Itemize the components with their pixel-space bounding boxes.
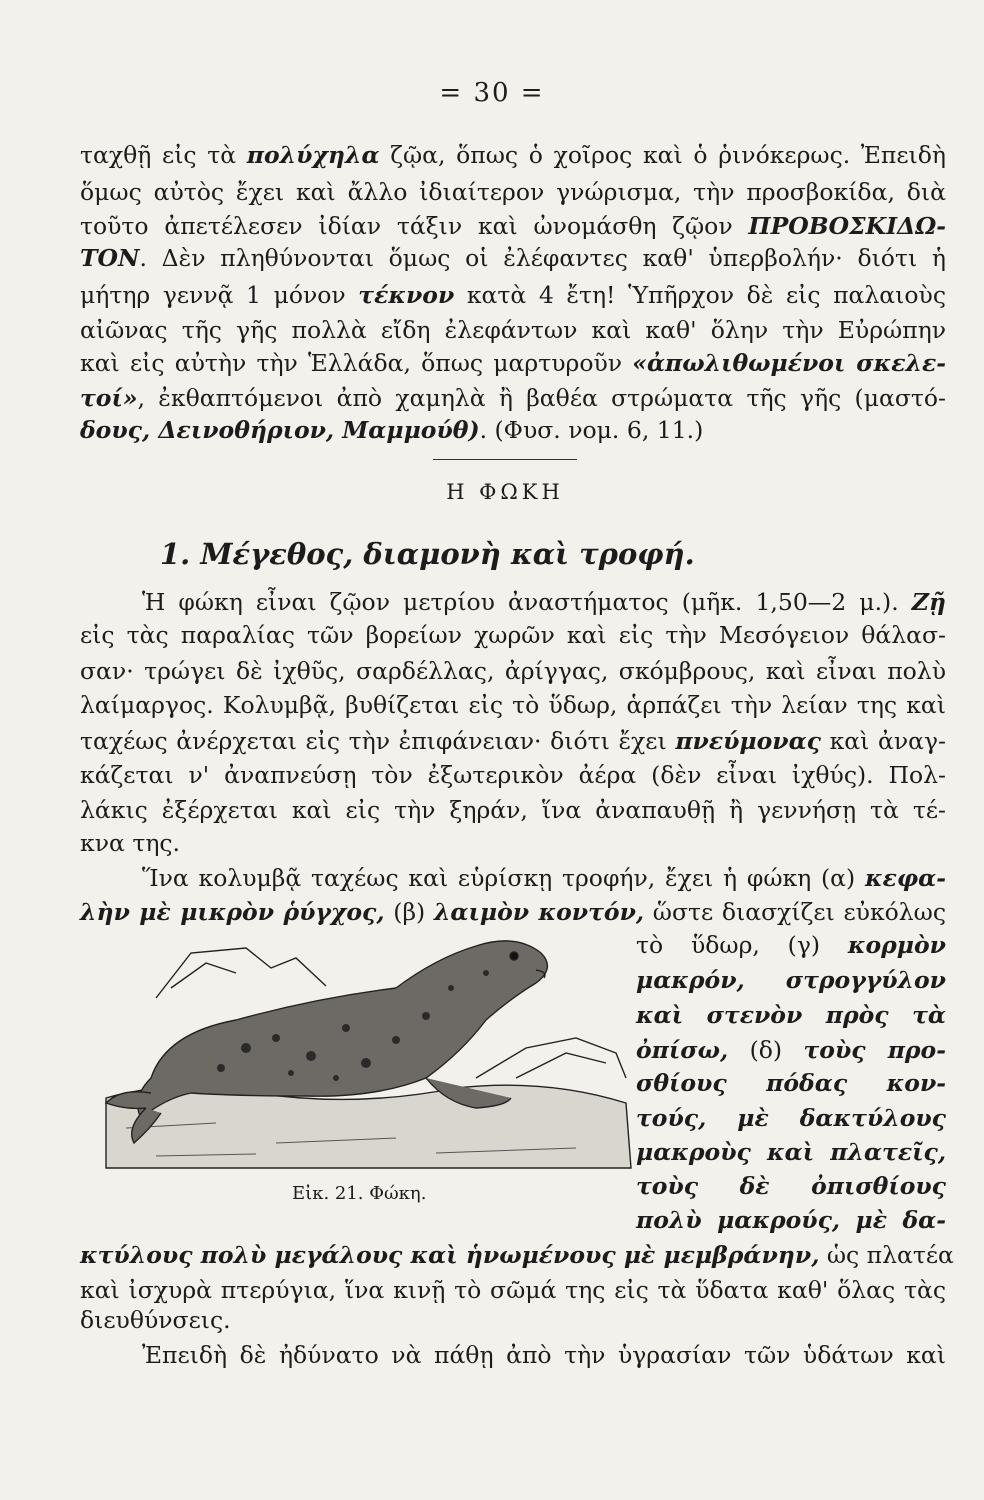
emphasis-text: κορμὸν	[847, 931, 946, 959]
emphasis-text: μακροὺς καὶ πλατεῖς,	[636, 1138, 946, 1166]
section-title: Η ΦΩΚΗ	[446, 480, 564, 504]
plain-text: . Δὲν πληθύνονται ὅμως οἱ ἐλέφαντες καθ' ὑπερβολήν· διότι ἡ	[139, 244, 946, 272]
text-line	[142, 1340, 946, 1370]
text-line	[80, 140, 946, 170]
plain-text: Ἐπειδὴ δὲ ἠδύνατο νὰ πάθῃ ἀπὸ τὴν ὑγρασίαν τῶν ὑδάτων καὶ	[142, 1341, 946, 1369]
plain-text: ταχέως ἀνέρχεται εἰς τὴν ἐπιφάνειαν· διότι ἔχει	[80, 727, 676, 755]
text-line	[80, 828, 946, 858]
emphasis-text: πνεύμονας	[675, 727, 821, 755]
plain-text: ταχθῇ εἰς τὰ	[80, 141, 247, 169]
emphasis-text: τέκνον	[358, 281, 455, 309]
text-line	[636, 1068, 946, 1098]
plain-text: λαίμαργος. Κολυμβᾷ, βυθίζεται εἰς τὸ ὕδωρ, ἁρπάζει τὴν λείαν της καὶ	[80, 691, 946, 719]
text-line	[80, 280, 946, 310]
text-line	[636, 1103, 946, 1133]
text-line	[636, 1035, 946, 1065]
plain-text: ζῷα, ὅπως ὁ χοῖρος καὶ ὁ ῥινόκερως. Ἐπειδὴ	[379, 141, 946, 169]
plain-text: τοῦτο ἀπετέλεσεν ἰδίαν τάξιν καὶ ὠνομάσθη ζῷον	[80, 212, 749, 240]
emphasis-text: μακρόν, στρογγύλον	[636, 966, 946, 994]
text-line	[80, 897, 946, 927]
subsection-heading: 1. Μέγεθος, διαμονὴ καὶ τροφή.	[160, 537, 695, 571]
plain-text: Ἡ φώκη εἶναι ζῷον μετρίου ἀναστήματος (μῆκ. 1,50—2 μ.).	[142, 588, 912, 616]
plain-text: διευθύνσεις.	[80, 1306, 231, 1334]
text-line	[80, 690, 946, 720]
text-line	[80, 315, 946, 345]
text-line	[80, 726, 946, 756]
plain-text: Ἵνα κολυμβᾷ ταχέως καὶ εὑρίσκῃ τροφήν, ἔχει ἡ φώκη (α)	[142, 864, 865, 892]
text-line	[80, 383, 946, 413]
emphasis-text: πολύχηλα	[246, 141, 380, 169]
plain-text: καὶ ἀναγ-	[820, 727, 946, 755]
text-line	[142, 587, 946, 617]
section-divider	[433, 459, 577, 460]
emphasis-text: τοὺς προ-	[803, 1036, 946, 1064]
emphasis-text: καὶ στενὸν πρὸς τὰ	[636, 1001, 946, 1029]
text-line	[80, 243, 946, 273]
emphasis-text: δους, Δεινοθήριον, Μαμμούθ)	[80, 416, 480, 444]
emphasis-text: ΠΡΟΒΟΣΚΙΔΩ-	[748, 212, 946, 240]
text-line	[636, 1205, 946, 1235]
text-line	[636, 1137, 946, 1167]
plain-text: αἰῶνας τῆς γῆς πολλὰ εἴδη ἐλεφάντων καὶ καθ' ὅλην τὴν Εὐρώπην	[80, 316, 946, 344]
emphasis-text: κτύλους πολὺ μεγάλους καὶ ἡνωμένους μὲ μεμβράνην,	[80, 1241, 820, 1269]
text-line	[80, 760, 946, 790]
text-line	[636, 1171, 946, 1201]
text-line	[80, 415, 946, 445]
plain-text: ὡς πλατέα	[819, 1241, 954, 1269]
page-number: = 30 =	[439, 78, 545, 108]
emphasis-text: τοί»	[80, 384, 138, 412]
text-line	[636, 930, 946, 960]
emphasis-text: ὀπίσω,	[636, 1036, 729, 1064]
plain-text: . (Φυσ. νομ. 6, 11.)	[479, 416, 704, 444]
emphasis-text: σθίους πόδας κον-	[636, 1069, 946, 1097]
emphasis-text: Ζῇ	[911, 588, 946, 616]
emphasis-text: τούς, μὲ δακτύλους	[636, 1104, 946, 1132]
emphasis-text: «ἀπωλιθωμένοι σκελε-	[632, 349, 946, 377]
plain-text: κατὰ 4 ἔτη! Ὑπῆρχον δὲ εἰς παλαιοὺς	[454, 281, 946, 309]
seal-illustration	[96, 928, 636, 1178]
plain-text: κάζεται ν' ἀναπνεύσῃ τὸν ἐξωτερικὸν ἀέρα (δὲν εἶναι ἰχθύς). Πολ-	[80, 761, 946, 789]
plain-text: (δ)	[728, 1036, 804, 1064]
text-line	[80, 211, 946, 241]
emphasis-text: τοὺς δὲ ὀπισθίους	[636, 1172, 946, 1200]
text-line	[80, 1275, 946, 1305]
figure-caption: Εἰκ. 21. Φώκη.	[292, 1183, 427, 1204]
plain-text: λάκις ἐξέρχεται καὶ εἰς τὴν ξηράν, ἵνα ἀναπαυθῇ ἢ γεννήσῃ τὰ τέ-	[80, 796, 946, 824]
emphasis-text: πολὺ μακρούς, μὲ δα-	[636, 1206, 946, 1234]
plain-text: ὥστε διασχίζει εὐκόλως	[644, 898, 946, 926]
text-line	[80, 177, 946, 207]
plain-text: καὶ εἰς αὐτὴν τὴν Ἑλλάδα, ὅπως μαρτυροῦν	[80, 349, 633, 377]
plain-text: κνα της.	[80, 829, 181, 857]
plain-text: , ἐκθαπτόμενοι ἀπὸ χαμηλὰ ἢ βαθέα στρώματα τῆς γῆς (μαστό-	[137, 384, 946, 412]
text-line	[80, 620, 946, 650]
plain-text: καὶ ἰσχυρὰ πτερύγια, ἵνα κινῇ τὸ σῶμά της εἰς τὰ ὕδατα καθ' ὅλας τὰς	[80, 1276, 946, 1304]
emphasis-text: κεφα-	[865, 864, 946, 892]
text-line	[142, 863, 946, 893]
text-line	[80, 656, 946, 686]
plain-text: εἰς τὰς παραλίας τῶν βορείων χωρῶν καὶ εἰς τὴν Μεσόγειον θάλασ-	[80, 621, 946, 649]
plain-text: (β)	[384, 898, 434, 926]
emphasis-text: λαιμὸν κοντόν,	[433, 898, 645, 926]
text-line	[80, 1240, 954, 1270]
plain-text: σαν· τρώγει δὲ ἰχθῦς, σαρδέλλας, ἀρίγγας, σκόμβρους, καὶ εἶναι πολὺ	[80, 657, 946, 685]
text-line	[80, 795, 946, 825]
emphasis-text: ΤΟΝ	[80, 244, 140, 272]
text-line	[80, 1305, 946, 1335]
plain-text: ὅμως αὐτὸς ἔχει καὶ ἄλλο ἰδιαίτερον γνώρισμα, τὴν προσβοκίδα, διὰ	[80, 178, 946, 206]
plain-text: μήτηρ γεννᾷ 1 μόνον	[80, 281, 359, 309]
emphasis-text: λὴν μὲ μικρὸν ῥύγχος,	[80, 898, 385, 926]
text-line	[80, 348, 946, 378]
text-line	[636, 965, 946, 995]
text-line	[636, 1000, 946, 1030]
plain-text: τὸ ὕδωρ, (γ)	[636, 931, 848, 959]
